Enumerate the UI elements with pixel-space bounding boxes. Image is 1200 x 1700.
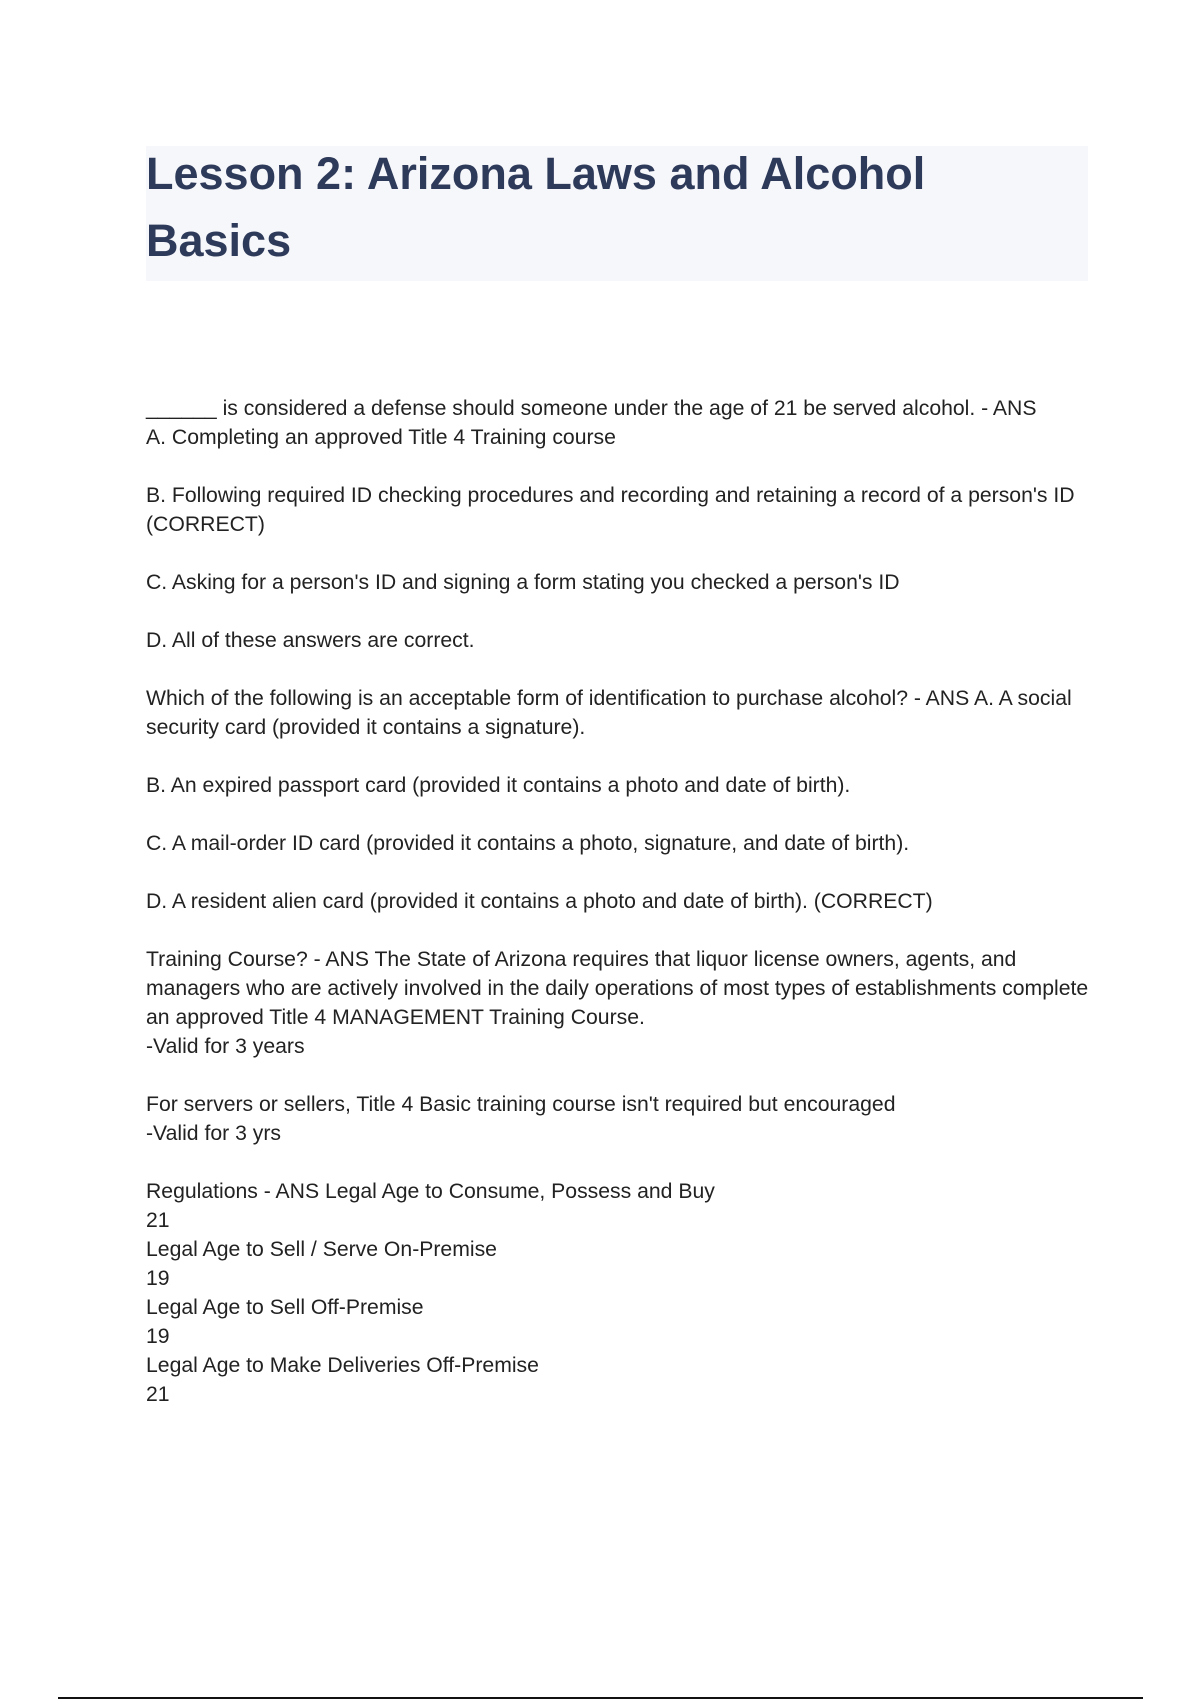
question-1-option-b: B. Following required ID checking procedures and recording and retaining a record of a person's ID (CORRECT) <box>146 484 1075 536</box>
age-consume-value: 21 <box>146 1209 170 1232</box>
question-1-option-c: C. Asking for a person's ID and signing a form stating you checked a person's ID <box>146 571 900 594</box>
age-sell-off-premise-value: 19 <box>146 1325 170 1348</box>
question-4-text: Regulations - ANS Legal Age to Consume, Possess and Buy <box>146 1180 715 1203</box>
question-2-option-c: C. A mail-order ID card (provided it contains a photo, signature, and date of birth). <box>146 832 910 855</box>
page-title: Lesson 2: Arizona Laws and Alcohol Basics <box>146 148 926 266</box>
age-sell-on-premise-label: Legal Age to Sell / Serve On-Premise <box>146 1238 497 1261</box>
age-sell-on-premise-value: 19 <box>146 1267 170 1290</box>
question-1-text: ______ is considered a defense should someone under the age of 21 be served alcohol. - ANS <box>146 397 1037 420</box>
question-3-servers-validity: -Valid for 3 yrs <box>146 1122 282 1145</box>
footer-divider <box>58 1697 1143 1699</box>
question-2-option-b: B. An expired passport card (provided it contains a photo and date of birth). <box>146 774 851 797</box>
question-1-option-a: A. Completing an approved Title 4 Training course <box>146 426 616 449</box>
question-2-option-d: D. A resident alien card (provided it contains a photo and date of birth). (CORRECT) <box>146 890 933 913</box>
question-1-option-d: D. All of these answers are correct. <box>146 629 475 652</box>
age-deliveries-value: 21 <box>146 1383 170 1406</box>
question-3-text: Training Course? - ANS The State of Arizona requires that liquor license owners, agents, and managers who are actively involved in the daily operations of most types of establishments complete an approved Title 4 MANAGEMENT Training Course. <box>146 948 1089 1029</box>
question-3-validity: -Valid for 3 years <box>146 1035 305 1058</box>
question-2-text: Which of the following is an acceptable form of identification to purchase alcohol? - ANS A. A social security card (provided it contains a signature). <box>146 687 1072 739</box>
age-sell-off-premise-label: Legal Age to Sell Off-Premise <box>146 1296 424 1319</box>
question-3-servers-note: For servers or sellers, Title 4 Basic training course isn't required but encouraged <box>146 1093 896 1116</box>
document-body <box>146 394 1096 1409</box>
age-deliveries-label: Legal Age to Make Deliveries Off-Premise <box>146 1354 539 1377</box>
